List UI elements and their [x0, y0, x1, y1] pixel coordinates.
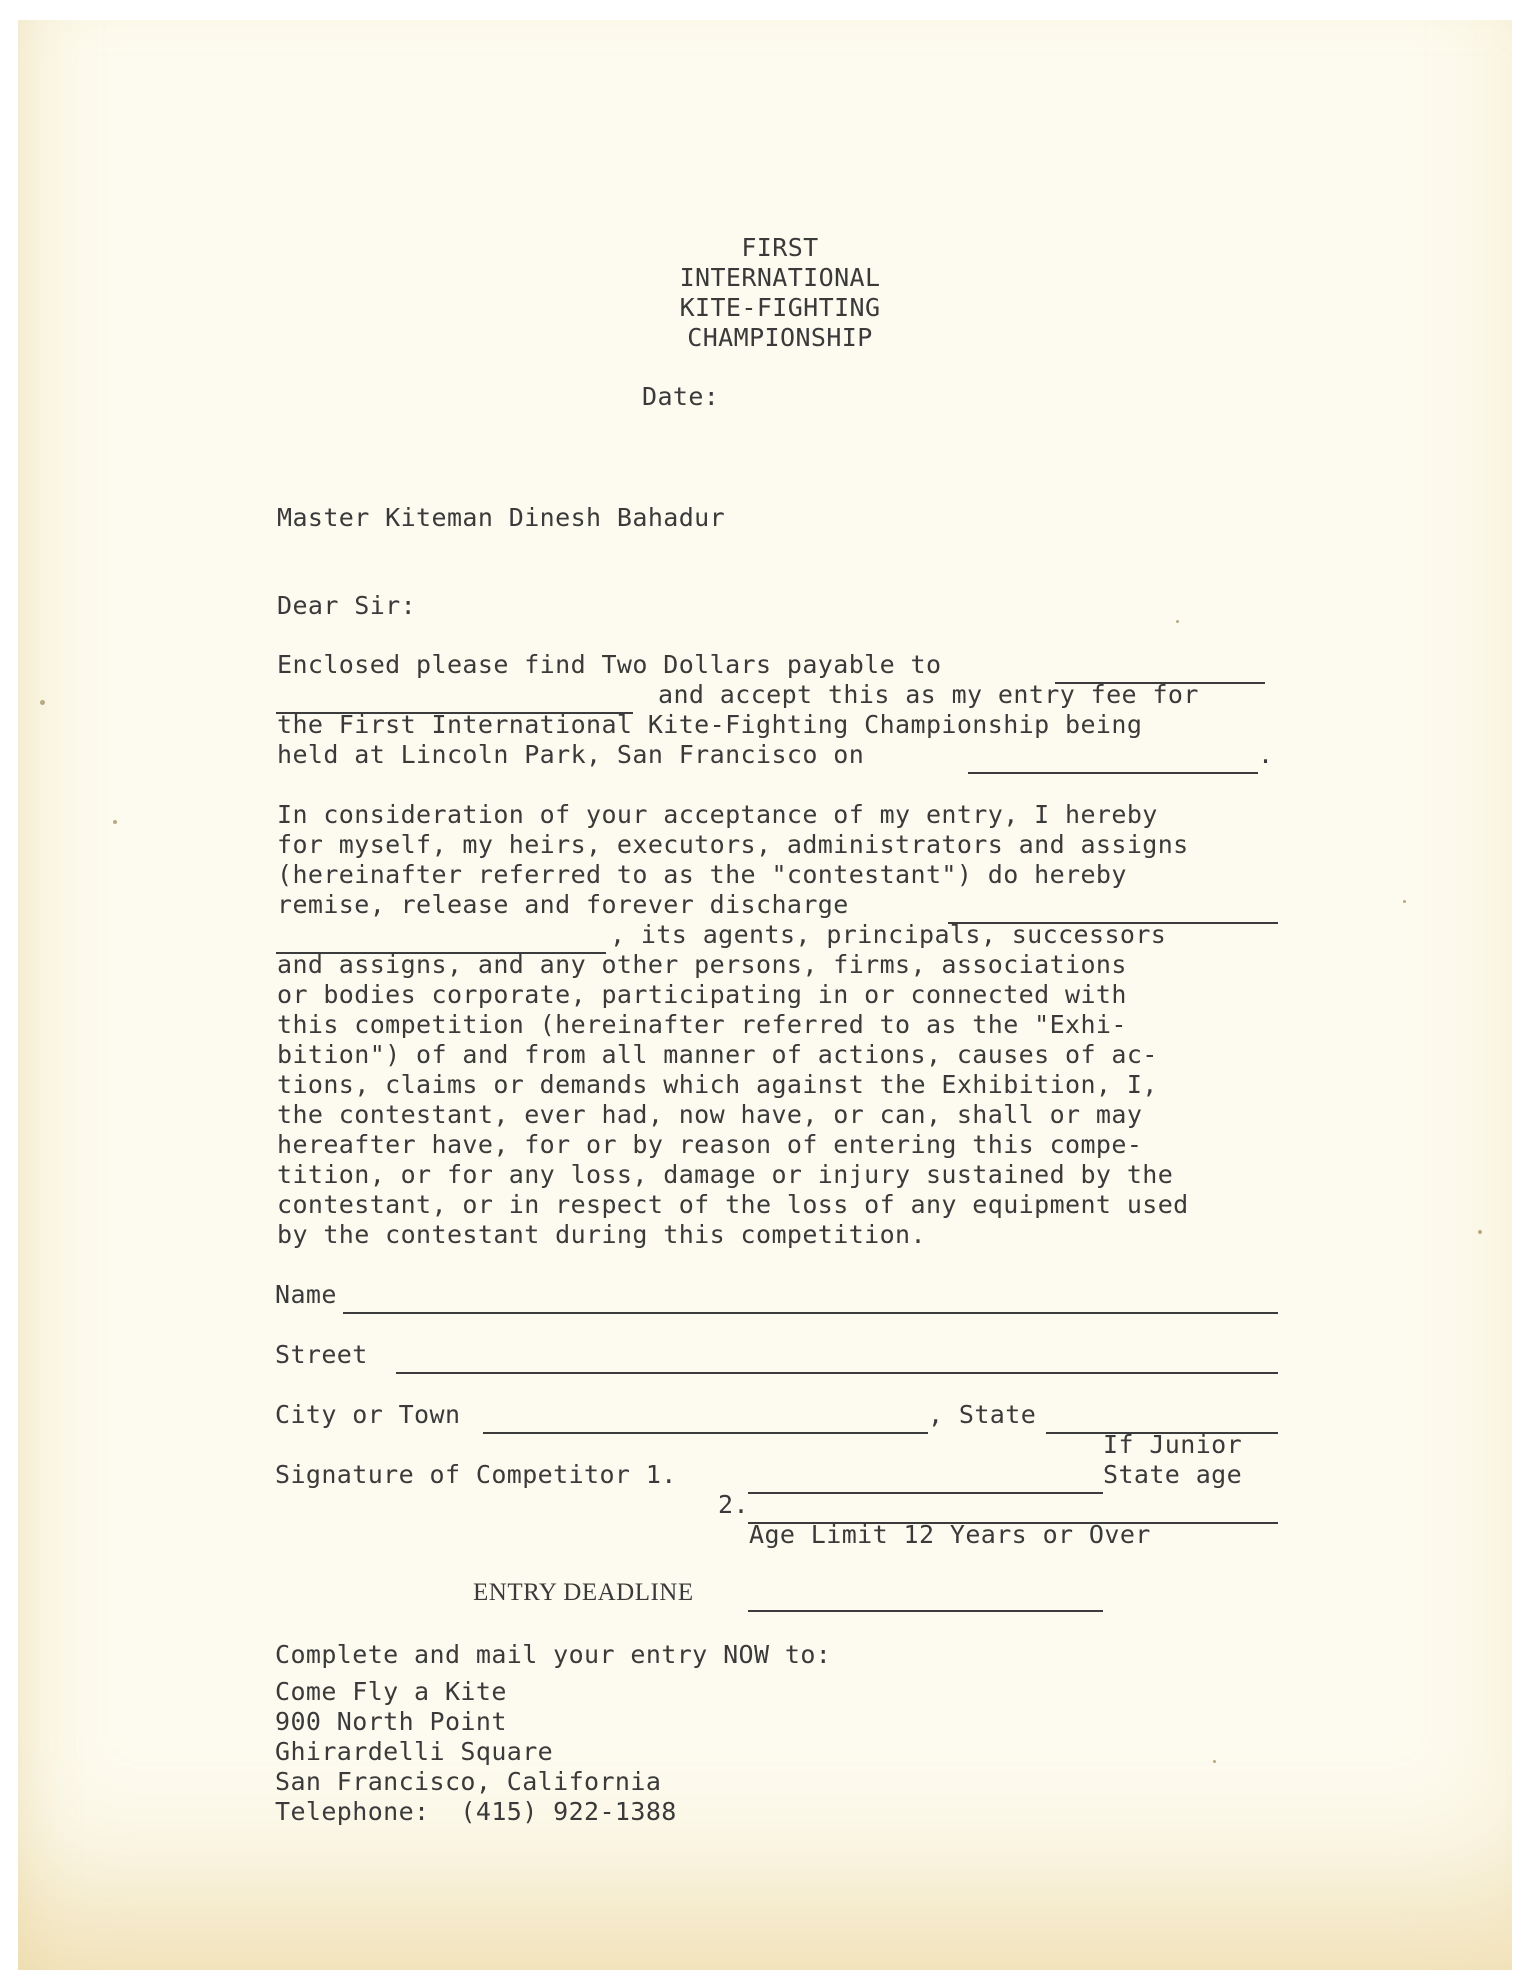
paragraph2-line15: by the contestant during this competition.	[277, 1220, 926, 1249]
street-field[interactable]	[396, 1372, 1278, 1374]
signature-label: Signature of Competitor 1.	[275, 1460, 677, 1489]
paper-page	[18, 20, 1512, 1970]
paper-speck	[1176, 620, 1179, 623]
junior-note-line2: State age	[1103, 1460, 1243, 1489]
paragraph1-line1: Enclosed please find Two Dollars payable to	[277, 650, 942, 679]
paragraph1-line3: the First International Kite-Fighting Championship being	[277, 710, 1143, 739]
signature-field-1[interactable]	[748, 1492, 1103, 1494]
paragraph2-line3: (hereinafter referred to as the "contestant") do hereby	[277, 860, 1127, 889]
event-date-blank	[968, 772, 1258, 774]
recipient-name: Master Kiteman Dinesh Bahadur	[277, 503, 726, 532]
paragraph2-line6: and assigns, and any other persons, firms, associations	[277, 950, 1127, 979]
name-label: Name	[275, 1280, 337, 1309]
paragraph2-line2: for myself, my heirs, executors, administrators and assigns	[277, 830, 1189, 859]
mailing-line4: San Francisco, California	[275, 1767, 662, 1796]
paragraph2-line7: or bodies corporate, participating in or connected with	[277, 980, 1127, 1009]
signature-label-2: 2.	[718, 1490, 749, 1519]
heading-line-championship: CHAMPIONSHIP	[687, 323, 873, 352]
entry-deadline-label: ENTRY DEADLINE	[473, 1579, 694, 1606]
city-label: City or Town	[275, 1400, 461, 1429]
paragraph2-line5: , its agents, principals, successors	[610, 920, 1167, 949]
paragraph2-line1: In consideration of your acceptance of my entry, I hereby	[277, 800, 1158, 829]
paper-speck	[1403, 900, 1406, 903]
mailing-line2: 900 North Point	[275, 1707, 507, 1736]
paper-speck	[113, 820, 117, 824]
paragraph2-line12: hereafter have, for or by reason of entering this compe-	[277, 1130, 1143, 1159]
heading-line-international: INTERNATIONAL	[679, 263, 881, 292]
mailing-intro: Complete and mail your entry NOW to:	[275, 1640, 832, 1669]
paragraph2-line9: bition") of and from all manner of actions, causes of ac-	[277, 1040, 1158, 1069]
heading-line-kite-fighting: KITE-FIGHTING	[679, 293, 881, 322]
junior-note-line1: If Junior	[1103, 1430, 1243, 1459]
paper-speck	[40, 700, 45, 705]
name-field[interactable]	[343, 1312, 1278, 1314]
heading-line-first: FIRST	[741, 233, 819, 262]
age-limit-note: Age Limit 12 Years or Over	[749, 1520, 1151, 1549]
paragraph2-line14: contestant, or in respect of the loss of any equipment used	[277, 1190, 1189, 1219]
mailing-telephone: Telephone: (415) 922-1388	[275, 1797, 677, 1826]
paragraph1-line4: held at Lincoln Park, San Francisco on	[277, 740, 865, 769]
paragraph1-period: .	[1258, 740, 1274, 769]
salutation: Dear Sir:	[277, 591, 417, 620]
state-label: , State	[928, 1400, 1037, 1429]
paragraph2-line13: tition, or for any loss, damage or injury sustained by the	[277, 1160, 1174, 1189]
date-label: Date:	[642, 382, 720, 411]
street-label: Street	[275, 1340, 368, 1369]
paragraph2-line4: remise, release and forever discharge	[277, 890, 849, 919]
city-field[interactable]	[483, 1432, 928, 1434]
mailing-line1: Come Fly a Kite	[275, 1677, 507, 1706]
paragraph1-line2: and accept this as my entry fee for	[658, 680, 1199, 709]
paper-speck	[1478, 1230, 1482, 1234]
paragraph2-line10: tions, claims or demands which against the Exhibition, I,	[277, 1070, 1158, 1099]
paragraph2-line8: this competition (hereinafter referred to as the "Exhi-	[277, 1010, 1127, 1039]
paragraph2-line11: the contestant, ever had, now have, or can, shall or may	[277, 1100, 1143, 1129]
paper-speck	[1213, 1760, 1216, 1763]
entry-deadline-field[interactable]	[748, 1610, 1103, 1612]
mailing-line3: Ghirardelli Square	[275, 1737, 554, 1766]
